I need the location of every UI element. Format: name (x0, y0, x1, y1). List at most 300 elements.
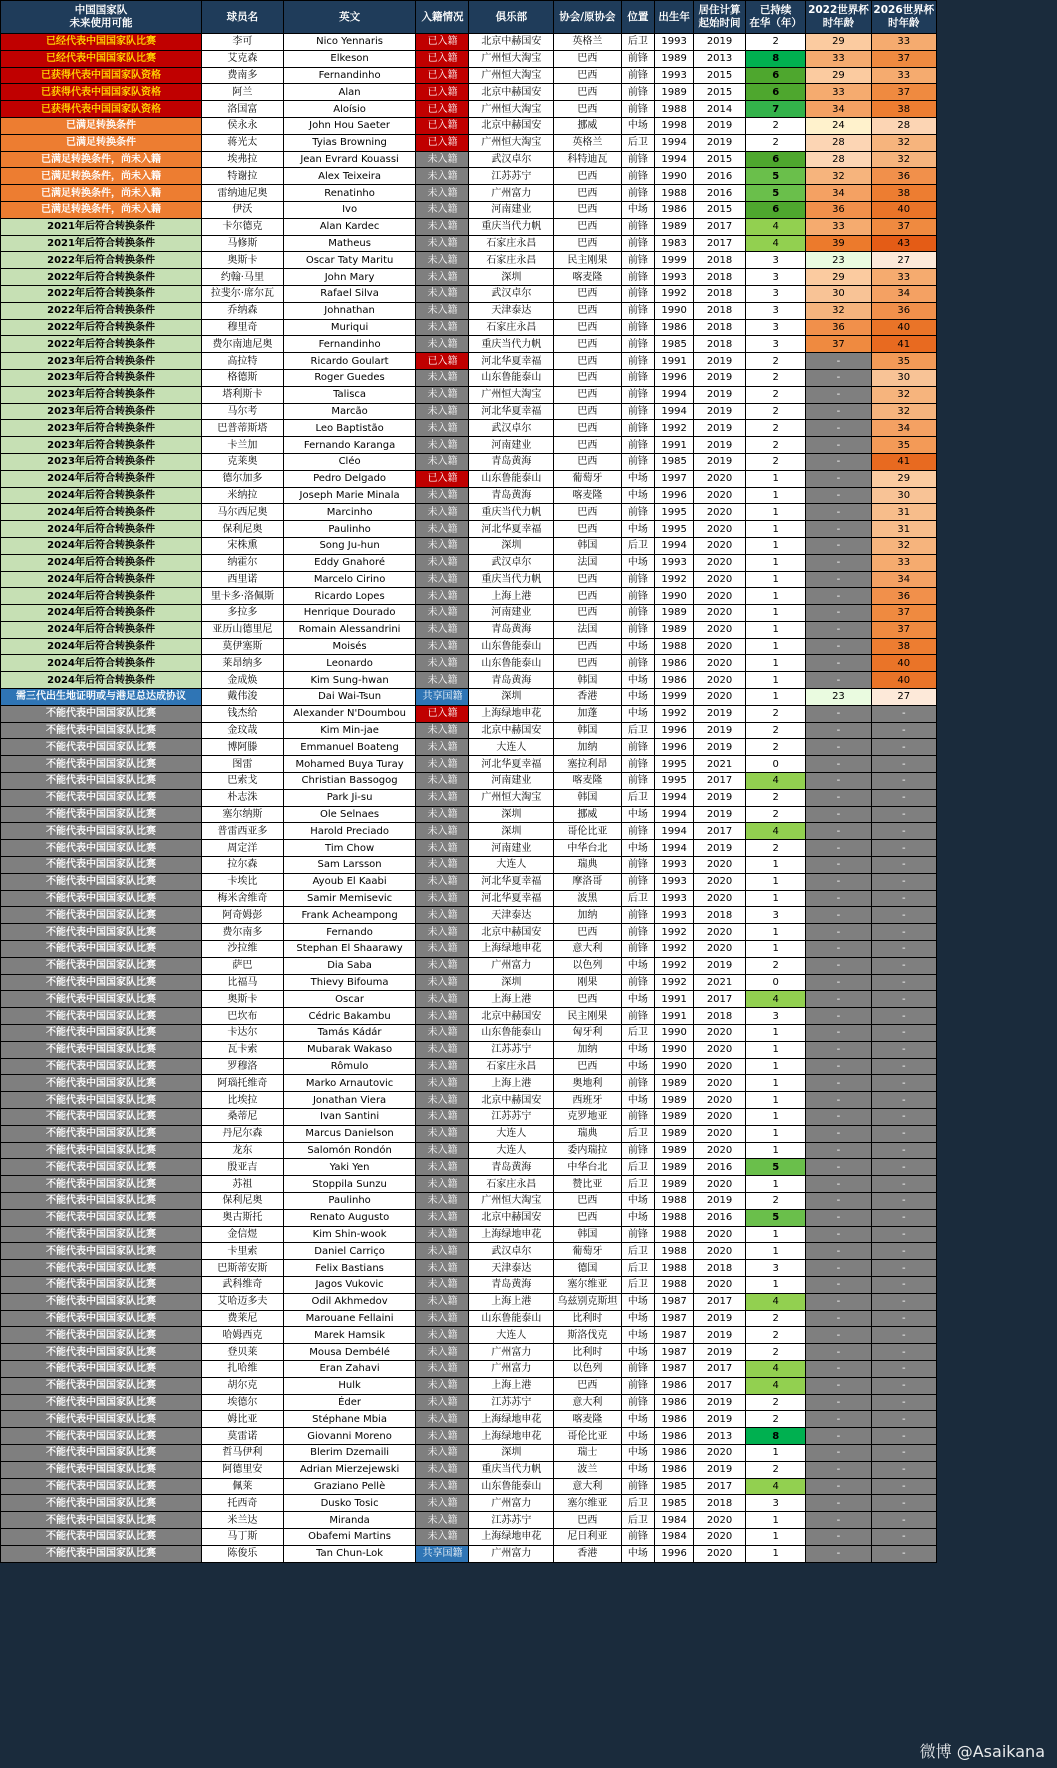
age-2026-cell: - (871, 907, 936, 924)
years-in-china-cell: 2 (746, 1344, 806, 1361)
english-name-cell: Thievy Bifouma (283, 974, 416, 991)
category-cell: 不能代表中国国家队比赛 (1, 1025, 202, 1042)
club-cell: 深圳 (469, 974, 554, 991)
residence-start-cell: 2018 (694, 302, 746, 319)
birth-year-cell: 1994 (655, 806, 694, 823)
age-2022-cell: 36 (806, 319, 871, 336)
english-name-cell: Tamás Kádár (283, 1025, 416, 1042)
birth-year-cell: 1992 (655, 285, 694, 302)
residence-start-cell: 2017 (694, 991, 746, 1008)
residence-start-cell: 2020 (694, 1444, 746, 1461)
player-name-cell: 姆比亚 (202, 1411, 284, 1428)
naturalization-cell: 未入籍 (416, 201, 469, 218)
player-name-cell: 巴斯蒂安斯 (202, 1260, 284, 1277)
english-name-cell: Daniel Carriço (283, 1243, 416, 1260)
english-name-cell: Eran Zahavi (283, 1360, 416, 1377)
player-name-cell: 宋株熏 (202, 537, 284, 554)
player-name-cell: 乔纳森 (202, 302, 284, 319)
position-cell: 前锋 (621, 386, 655, 403)
years-in-china-cell: 3 (746, 269, 806, 286)
position-cell: 前锋 (621, 605, 655, 622)
years-in-china-cell: 1 (746, 470, 806, 487)
birth-year-cell: 1986 (655, 1428, 694, 1445)
position-cell: 前锋 (621, 101, 655, 118)
naturalization-cell: 未入籍 (416, 218, 469, 235)
birth-year-cell: 1993 (655, 873, 694, 890)
age-2022-cell: - (806, 537, 871, 554)
category-cell: 2023年后符合转换条件 (1, 420, 202, 437)
age-2026-cell: - (871, 1444, 936, 1461)
player-name-cell: 莫雷诺 (202, 1428, 284, 1445)
age-2026-cell: 28 (871, 117, 936, 134)
age-2022-cell: - (806, 638, 871, 655)
association-cell: 克罗地亚 (554, 1109, 621, 1126)
association-cell: 巴西 (554, 235, 621, 252)
category-cell: 2024年后符合转换条件 (1, 588, 202, 605)
position-cell: 前锋 (621, 235, 655, 252)
english-name-cell: Rafael Silva (283, 285, 416, 302)
association-cell: 巴西 (554, 386, 621, 403)
category-cell: 不能代表中国国家队比赛 (1, 991, 202, 1008)
player-name-cell: 马修斯 (202, 235, 284, 252)
club-cell: 青岛黄海 (469, 672, 554, 689)
position-cell: 中场 (621, 1327, 655, 1344)
years-in-china-cell: 2 (746, 1192, 806, 1209)
residence-start-cell: 2020 (694, 1075, 746, 1092)
position-cell: 中场 (621, 1428, 655, 1445)
category-cell: 2023年后符合转换条件 (1, 386, 202, 403)
english-name-cell: John Mary (283, 269, 416, 286)
age-2022-cell: - (806, 1075, 871, 1092)
age-2026-cell: 38 (871, 638, 936, 655)
residence-start-cell: 2013 (694, 50, 746, 67)
english-name-cell: Ricardo Lopes (283, 588, 416, 605)
residence-start-cell: 2019 (694, 722, 746, 739)
years-in-china-cell: 1 (746, 1276, 806, 1293)
position-cell: 前锋 (621, 1377, 655, 1394)
age-2026-cell: 38 (871, 101, 936, 118)
residence-start-cell: 2020 (694, 1142, 746, 1159)
table-row (1, 285, 937, 302)
birth-year-cell: 1996 (655, 369, 694, 386)
table-row (1, 1260, 937, 1277)
position-cell: 前锋 (621, 302, 655, 319)
club-cell: 河北华夏幸福 (469, 873, 554, 890)
english-name-cell: Romain Alessandrini (283, 621, 416, 638)
english-name-cell: Stéphane Mbia (283, 1411, 416, 1428)
player-name-cell: 朴志洙 (202, 789, 284, 806)
watermark: 微博 @Asaikana (919, 1742, 1045, 1761)
naturalization-cell: 未入籍 (416, 554, 469, 571)
residence-start-cell: 2020 (694, 1243, 746, 1260)
table-row (1, 1478, 937, 1495)
english-name-cell: Stoppila Sunzu (283, 1176, 416, 1193)
category-cell: 不能代表中国国家队比赛 (1, 1411, 202, 1428)
player-name-cell: 金玟哉 (202, 722, 284, 739)
age-2022-cell: - (806, 1344, 871, 1361)
naturalization-cell: 未入籍 (416, 336, 469, 353)
age-2026-cell: - (871, 739, 936, 756)
player-name-cell: 武科维奇 (202, 1276, 284, 1293)
player-name-cell: 埃德尔 (202, 1394, 284, 1411)
player-name-cell: 艾克森 (202, 50, 284, 67)
birth-year-cell: 1993 (655, 857, 694, 874)
position-cell: 中场 (621, 1293, 655, 1310)
years-in-china-cell: 4 (746, 1377, 806, 1394)
table-row (1, 672, 937, 689)
years-in-china-cell: 6 (746, 151, 806, 168)
years-in-china-cell: 5 (746, 168, 806, 185)
age-2026-cell: 36 (871, 302, 936, 319)
years-in-china-cell: 1 (746, 1142, 806, 1159)
years-in-china-cell: 1 (746, 1125, 806, 1142)
table-row (1, 705, 937, 722)
position-cell: 前锋 (621, 168, 655, 185)
english-name-cell: Frank Acheampong (283, 907, 416, 924)
player-name-cell: 德尔加多 (202, 470, 284, 487)
association-cell: 巴西 (554, 185, 621, 202)
player-name-cell: 亚历山德里尼 (202, 621, 284, 638)
birth-year-cell: 1989 (655, 1125, 694, 1142)
years-in-china-cell: 1 (746, 924, 806, 941)
club-cell: 大连人 (469, 1125, 554, 1142)
category-cell: 不能代表中国国家队比赛 (1, 773, 202, 790)
years-in-china-cell: 2 (746, 369, 806, 386)
naturalization-cell: 未入籍 (416, 722, 469, 739)
association-cell: 韩国 (554, 789, 621, 806)
association-cell: 中华台北 (554, 840, 621, 857)
club-cell: 上海绿地申花 (469, 941, 554, 958)
club-cell: 天津泰达 (469, 302, 554, 319)
age-2026-cell: - (871, 789, 936, 806)
naturalization-cell: 未入籍 (416, 873, 469, 890)
age-2022-cell: 34 (806, 101, 871, 118)
age-2022-cell: - (806, 974, 871, 991)
table-row (1, 722, 937, 739)
age-2026-cell: 36 (871, 168, 936, 185)
naturalization-cell: 已入籍 (416, 50, 469, 67)
english-name-cell: Leonardo (283, 655, 416, 672)
club-cell: 石家庄永昌 (469, 319, 554, 336)
association-cell: 巴西 (554, 655, 621, 672)
naturalization-cell: 未入籍 (416, 1461, 469, 1478)
association-cell: 喀麦隆 (554, 269, 621, 286)
table-row (1, 437, 937, 454)
birth-year-cell: 1986 (655, 319, 694, 336)
category-cell: 不能代表中国国家队比赛 (1, 840, 202, 857)
years-in-china-cell: 4 (746, 1360, 806, 1377)
naturalization-cell: 未入籍 (416, 386, 469, 403)
table-row (1, 504, 937, 521)
position-cell: 中场 (621, 1041, 655, 1058)
association-cell: 韩国 (554, 1226, 621, 1243)
position-cell: 后卫 (621, 1176, 655, 1193)
position-cell: 中场 (621, 705, 655, 722)
club-cell: 山东鲁能泰山 (469, 1478, 554, 1495)
association-cell: 巴西 (554, 1209, 621, 1226)
header-age-2022: 2022世界杯 时年龄 (806, 1, 871, 34)
english-name-cell: Alexander N'Doumbou (283, 705, 416, 722)
association-cell: 巴西 (554, 1377, 621, 1394)
position-cell: 前锋 (621, 823, 655, 840)
table-row (1, 1276, 937, 1293)
birth-year-cell: 1991 (655, 353, 694, 370)
birth-year-cell: 1992 (655, 974, 694, 991)
english-name-cell: Stephan El Shaarawy (283, 941, 416, 958)
birth-year-cell: 1986 (655, 1461, 694, 1478)
association-cell: 巴西 (554, 403, 621, 420)
birth-year-cell: 1993 (655, 67, 694, 84)
association-cell: 巴西 (554, 101, 621, 118)
age-2022-cell: - (806, 991, 871, 1008)
age-2022-cell: - (806, 453, 871, 470)
naturalization-cell: 未入籍 (416, 957, 469, 974)
association-cell: 法国 (554, 621, 621, 638)
birth-year-cell: 1992 (655, 924, 694, 941)
english-name-cell: Elkeson (283, 50, 416, 67)
club-cell: 青岛黄海 (469, 1159, 554, 1176)
position-cell: 前锋 (621, 1360, 655, 1377)
age-2022-cell: - (806, 1394, 871, 1411)
position-cell: 前锋 (621, 319, 655, 336)
english-name-cell: Cédric Bakambu (283, 1008, 416, 1025)
residence-start-cell: 2020 (694, 470, 746, 487)
category-cell: 不能代表中国国家队比赛 (1, 974, 202, 991)
table-row (1, 1394, 937, 1411)
english-name-cell: Mohamed Buya Turay (283, 756, 416, 773)
english-name-cell: Fernandinho (283, 67, 416, 84)
naturalization-cell: 未入籍 (416, 185, 469, 202)
age-2022-cell: - (806, 588, 871, 605)
table-row (1, 1092, 937, 1109)
birth-year-cell: 1996 (655, 1545, 694, 1562)
category-cell: 不能代表中国国家队比赛 (1, 705, 202, 722)
club-cell: 江苏苏宁 (469, 1109, 554, 1126)
header-player-name: 球员名 (202, 1, 284, 34)
english-name-cell: Mousa Dembélé (283, 1344, 416, 1361)
position-cell: 中场 (621, 1092, 655, 1109)
years-in-china-cell: 0 (746, 756, 806, 773)
association-cell: 加纳 (554, 1041, 621, 1058)
table-row (1, 1025, 937, 1042)
table-row (1, 1008, 937, 1025)
english-name-cell: Park Ji-su (283, 789, 416, 806)
birth-year-cell: 1989 (655, 621, 694, 638)
residence-start-cell: 2019 (694, 117, 746, 134)
player-name-cell: 梅米舍维奇 (202, 890, 284, 907)
table-row (1, 924, 937, 941)
player-name-cell: 瓦卡索 (202, 1041, 284, 1058)
player-name-cell: 萨巴 (202, 957, 284, 974)
age-2022-cell: 30 (806, 285, 871, 302)
english-name-cell: Marouane Fellaini (283, 1310, 416, 1327)
player-name-cell: 巴坎布 (202, 1008, 284, 1025)
age-2022-cell: - (806, 1192, 871, 1209)
years-in-china-cell: 3 (746, 319, 806, 336)
table-row (1, 34, 937, 51)
birth-year-cell: 1995 (655, 521, 694, 538)
table-row (1, 739, 937, 756)
association-cell: 巴西 (554, 924, 621, 941)
english-name-cell: Alan (283, 84, 416, 101)
birth-year-cell: 1993 (655, 907, 694, 924)
residence-start-cell: 2020 (694, 941, 746, 958)
category-cell: 2024年后符合转换条件 (1, 571, 202, 588)
birth-year-cell: 1986 (655, 655, 694, 672)
naturalization-cell: 未入籍 (416, 588, 469, 605)
association-cell: 巴西 (554, 504, 621, 521)
club-cell: 北京中赫国安 (469, 84, 554, 101)
table-row (1, 487, 937, 504)
age-2026-cell: 32 (871, 151, 936, 168)
age-2022-cell: - (806, 554, 871, 571)
years-in-china-cell: 5 (746, 1209, 806, 1226)
category-cell: 不能代表中国国家队比赛 (1, 1125, 202, 1142)
birth-year-cell: 1994 (655, 823, 694, 840)
age-2026-cell: 37 (871, 621, 936, 638)
english-name-cell: Ivan Santini (283, 1109, 416, 1126)
age-2022-cell: - (806, 924, 871, 941)
category-cell: 不能代表中国国家队比赛 (1, 1545, 202, 1562)
residence-start-cell: 2020 (694, 655, 746, 672)
residence-start-cell: 2020 (694, 521, 746, 538)
category-cell: 不能代表中国国家队比赛 (1, 924, 202, 941)
table-row (1, 453, 937, 470)
age-2026-cell: - (871, 890, 936, 907)
english-name-cell: Blerim Dzemaili (283, 1444, 416, 1461)
age-2022-cell: - (806, 1276, 871, 1293)
position-cell: 前锋 (621, 1142, 655, 1159)
residence-start-cell: 2020 (694, 1058, 746, 1075)
association-cell: 法国 (554, 554, 621, 571)
birth-year-cell: 1990 (655, 168, 694, 185)
english-name-cell: Ricardo Goulart (283, 353, 416, 370)
birth-year-cell: 1995 (655, 504, 694, 521)
years-in-china-cell: 1 (746, 672, 806, 689)
club-cell: 重庆当代力帆 (469, 504, 554, 521)
residence-start-cell: 2017 (694, 1377, 746, 1394)
birth-year-cell: 1989 (655, 1176, 694, 1193)
naturalization-cell: 未入籍 (416, 1260, 469, 1277)
age-2026-cell: 34 (871, 285, 936, 302)
club-cell: 上海绿地申花 (469, 705, 554, 722)
category-cell: 不能代表中国国家队比赛 (1, 1243, 202, 1260)
club-cell: 河南建业 (469, 437, 554, 454)
age-2026-cell: 32 (871, 537, 936, 554)
player-name-cell: 拉斐尔·席尔瓦 (202, 285, 284, 302)
residence-start-cell: 2020 (694, 873, 746, 890)
birth-year-cell: 1992 (655, 420, 694, 437)
club-cell: 上海上港 (469, 1075, 554, 1092)
years-in-china-cell: 4 (746, 991, 806, 1008)
birth-year-cell: 1990 (655, 302, 694, 319)
residence-start-cell: 2020 (694, 1176, 746, 1193)
age-2026-cell: 27 (871, 252, 936, 269)
age-2026-cell: 37 (871, 50, 936, 67)
table-row (1, 117, 937, 134)
naturalization-cell: 未入籍 (416, 1310, 469, 1327)
birth-year-cell: 1986 (655, 1444, 694, 1461)
birth-year-cell: 1993 (655, 269, 694, 286)
table-row (1, 537, 937, 554)
age-2026-cell: - (871, 991, 936, 1008)
position-cell: 前锋 (621, 67, 655, 84)
age-2022-cell: - (806, 873, 871, 890)
naturalization-cell: 未入籍 (416, 403, 469, 420)
residence-start-cell: 2019 (694, 957, 746, 974)
naturalization-cell: 已入籍 (416, 67, 469, 84)
category-cell: 已满足转换条件，尚未入籍 (1, 201, 202, 218)
player-name-cell: 阿瑙托维奇 (202, 1075, 284, 1092)
category-cell: 已满足转换条件，尚未入籍 (1, 151, 202, 168)
naturalization-cell: 未入籍 (416, 1125, 469, 1142)
position-cell: 前锋 (621, 353, 655, 370)
age-2026-cell: - (871, 1411, 936, 1428)
years-in-china-cell: 2 (746, 806, 806, 823)
age-2022-cell: - (806, 840, 871, 857)
years-in-china-cell: 2 (746, 420, 806, 437)
residence-start-cell: 2020 (694, 890, 746, 907)
english-name-cell: Jonathan Viera (283, 1092, 416, 1109)
english-name-cell: Adrian Mierzejewski (283, 1461, 416, 1478)
naturalization-cell: 已入籍 (416, 84, 469, 101)
category-cell: 2021年后符合转换条件 (1, 235, 202, 252)
table-row (1, 974, 937, 991)
naturalization-cell: 未入籍 (416, 1411, 469, 1428)
table-row (1, 386, 937, 403)
position-cell: 前锋 (621, 756, 655, 773)
years-in-china-cell: 2 (746, 739, 806, 756)
age-2026-cell: - (871, 974, 936, 991)
residence-start-cell: 2020 (694, 924, 746, 941)
category-cell: 不能代表中国国家队比赛 (1, 1310, 202, 1327)
club-cell: 山东鲁能泰山 (469, 369, 554, 386)
birth-year-cell: 1986 (655, 1411, 694, 1428)
player-name-cell: 埃弗拉 (202, 151, 284, 168)
naturalization-cell: 未入籍 (416, 235, 469, 252)
association-cell: 巴西 (554, 991, 621, 1008)
years-in-china-cell: 1 (746, 638, 806, 655)
position-cell: 后卫 (621, 537, 655, 554)
player-name-cell: 钱杰给 (202, 705, 284, 722)
association-cell: 乌兹别克斯坦 (554, 1293, 621, 1310)
age-2022-cell: 33 (806, 84, 871, 101)
residence-start-cell: 2020 (694, 571, 746, 588)
table-row (1, 50, 937, 67)
association-cell: 巴西 (554, 588, 621, 605)
position-cell: 中场 (621, 117, 655, 134)
birth-year-cell: 1999 (655, 252, 694, 269)
birth-year-cell: 1989 (655, 50, 694, 67)
club-cell: 上海上港 (469, 588, 554, 605)
age-2022-cell: - (806, 420, 871, 437)
player-name-cell: 胡尔克 (202, 1377, 284, 1394)
birth-year-cell: 1990 (655, 1041, 694, 1058)
english-name-cell: Kim Sung-hwan (283, 672, 416, 689)
header-position: 位置 (621, 1, 655, 34)
position-cell: 前锋 (621, 218, 655, 235)
birth-year-cell: 1992 (655, 941, 694, 958)
table-row (1, 218, 937, 235)
years-in-china-cell: 3 (746, 1008, 806, 1025)
age-2026-cell: - (871, 1512, 936, 1529)
position-cell: 前锋 (621, 1478, 655, 1495)
age-2026-cell: 30 (871, 369, 936, 386)
birth-year-cell: 1989 (655, 1109, 694, 1126)
age-2026-cell: 33 (871, 269, 936, 286)
club-cell: 上海上港 (469, 1293, 554, 1310)
position-cell: 中场 (621, 689, 655, 706)
